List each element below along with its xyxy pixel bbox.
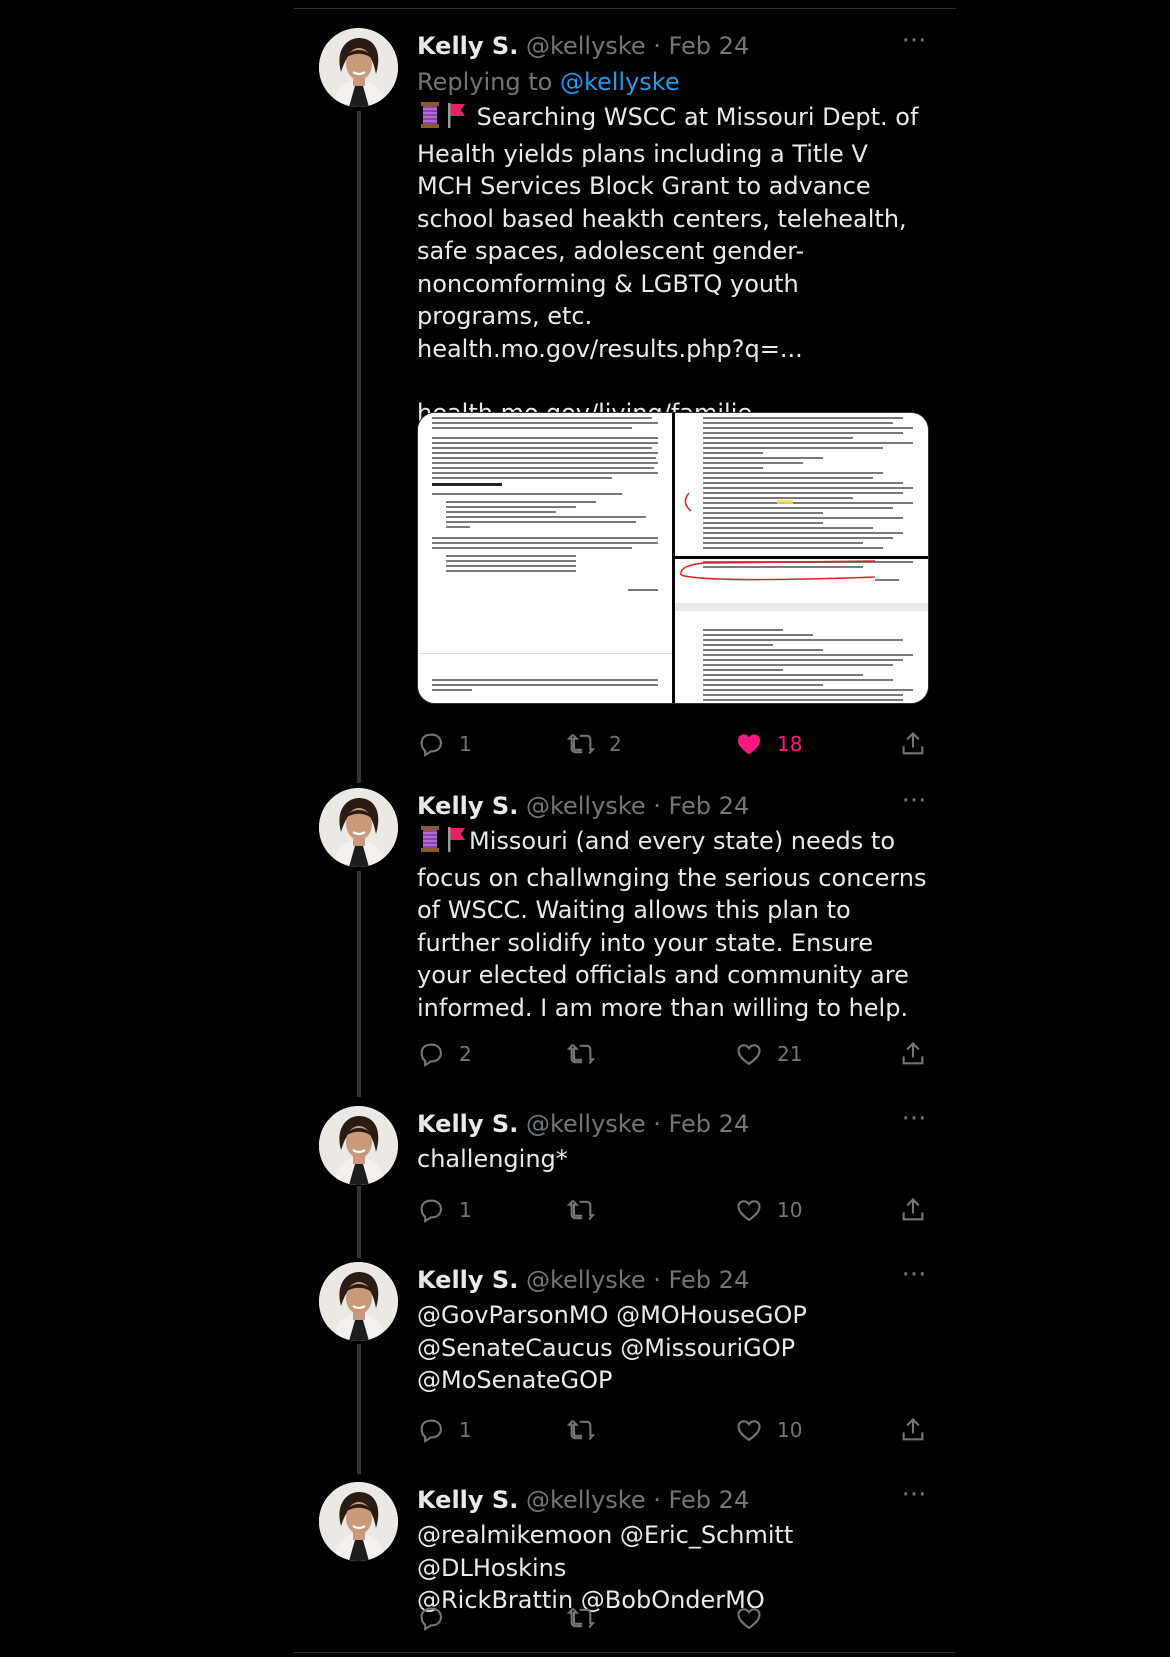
like-count: 10 [777,1198,803,1222]
reply-button[interactable] [417,1598,445,1638]
reply-count: 1 [459,1198,472,1222]
reply-count: 2 [459,1042,472,1066]
tweet-actions [417,1598,927,1638]
like-button[interactable] [735,1190,802,1230]
reply-icon [417,730,445,758]
reply-button[interactable] [417,724,472,764]
document-image[interactable] [675,559,928,703]
like-icon [735,730,763,758]
like-count: 21 [777,1042,803,1066]
share-icon [899,730,927,758]
retweet-icon [567,730,595,758]
avatar[interactable] [319,1262,398,1341]
author-handle[interactable]: @kellyske [525,792,646,820]
retweet-icon [567,1416,595,1444]
author-handle[interactable]: @kellyske [525,32,646,60]
more-button[interactable] [894,1104,934,1138]
retweet-button[interactable] [567,1410,595,1450]
document-image[interactable] [675,413,928,556]
tweet[interactable] [294,788,956,1088]
flag-emoji [443,101,469,138]
avatar[interactable] [319,788,398,867]
avatar[interactable] [319,1106,398,1185]
reply-icon [417,1416,445,1444]
mention-links[interactable]: @GovParsonMO @MOHouseGOP [417,1301,807,1329]
author-name[interactable]: Kelly S. [417,1486,519,1514]
tweet-body: challenging* [417,1145,568,1173]
separator: · [653,792,661,820]
reply-count: 1 [459,1418,472,1442]
tweet-text [417,825,935,1024]
author-handle[interactable]: @kellyske [525,1486,646,1514]
avatar[interactable] [319,1482,398,1561]
tweet-actions [417,1410,927,1450]
avatar[interactable] [319,28,398,107]
author-handle[interactable]: @kellyske [525,1110,646,1138]
author-name[interactable]: Kelly S. [417,32,519,60]
share-button[interactable] [899,1034,927,1074]
separator: · [653,1266,661,1294]
mention-links[interactable]: @MoSenateGOP [417,1366,613,1394]
more-icon: ··· [901,786,927,816]
like-icon [735,1416,763,1444]
tweet-body: Searching WSCC at Missouri Dept. of Health yields plans including a Title V MCH Services Block Grant to advance school based heakth centers, telehealth, safe spaces, adolescent gender-noncomforming & LGBTQ youth programs, etc. [417,103,927,330]
more-button[interactable] [894,1480,934,1514]
like-button[interactable] [735,724,802,764]
mention-links[interactable]: @RickBrattin @BobOnderMO [417,1586,765,1614]
reply-button[interactable] [417,1410,472,1450]
share-icon [899,1416,927,1444]
author-handle[interactable]: @kellyske [525,1266,646,1294]
bottom-divider [294,1652,956,1653]
like-button[interactable] [735,1598,763,1638]
author-name[interactable]: Kelly S. [417,1110,519,1138]
reply-icon [417,1604,445,1632]
tweet-date[interactable]: Feb 24 [668,32,750,60]
author-name[interactable]: Kelly S. [417,1266,519,1294]
tweet[interactable] [294,1262,956,1452]
retweet-button[interactable] [567,724,622,764]
more-icon: ··· [901,1480,927,1510]
like-button[interactable] [735,1410,802,1450]
share-button[interactable] [899,724,927,764]
tweet-date[interactable]: Feb 24 [668,1486,750,1514]
retweet-icon [567,1196,595,1224]
more-icon: ··· [901,1104,927,1134]
more-icon: ··· [901,26,927,56]
reply-icon [417,1196,445,1224]
reply-count: 1 [459,732,472,756]
separator: · [653,1486,661,1514]
tweet-actions [417,724,927,764]
tweet[interactable] [294,1106,956,1256]
thread-emoji [417,101,443,138]
tweet-body: Missouri (and every state) needs to focus on challwnging the serious concerns of WSCC. Waiting allows this plan to further solidify into your state. Ensure your elected officials and community are informed. I am more than willing to help. [417,827,935,1022]
like-button[interactable] [735,1034,802,1074]
document-image[interactable] [418,413,672,703]
more-button[interactable] [894,786,934,820]
top-divider [294,8,956,9]
like-count: 18 [777,732,803,756]
retweet-button[interactable] [567,1034,595,1074]
tweet-date[interactable]: Feb 24 [668,1110,750,1138]
like-count: 10 [777,1418,803,1442]
author-name[interactable]: Kelly S. [417,792,519,820]
retweet-icon [567,1604,595,1632]
share-button[interactable] [899,1410,927,1450]
mention-links[interactable]: @SenateCaucus @MissouriGOP [417,1333,796,1362]
more-button[interactable] [894,1260,934,1294]
more-icon: ··· [901,1260,927,1290]
tweet-actions [417,1190,927,1230]
share-icon [899,1196,927,1224]
reply-button[interactable] [417,1034,472,1074]
mention-links[interactable]: @realmikemoon @Eric_Schmitt @DLHoskins [417,1521,809,1582]
tweet-actions [417,1034,927,1074]
tweet-date[interactable]: Feb 24 [668,1266,750,1294]
retweet-button[interactable] [567,1598,595,1638]
share-icon [899,1040,927,1068]
thread-emoji [417,825,443,862]
replying-to-link[interactable]: @kellyske [559,68,680,96]
retweet-button[interactable] [567,1190,595,1230]
retweet-icon [567,1040,595,1068]
reply-button[interactable] [417,1190,472,1230]
like-icon [735,1040,763,1068]
reply-icon [417,1040,445,1068]
tweet[interactable] [294,1482,956,1642]
retweet-count: 2 [609,732,622,756]
more-button[interactable] [894,26,934,60]
like-icon [735,1604,763,1632]
separator: · [653,32,661,60]
tweet-date[interactable]: Feb 24 [668,792,750,820]
replying-prefix: Replying to [417,68,553,96]
external-link[interactable]: health.mo.gov/results.php?q=... [417,334,803,363]
flag-emoji [443,825,469,862]
tweet[interactable] [294,28,956,768]
media-grid[interactable] [417,412,929,704]
share-button[interactable] [899,1190,927,1230]
separator: · [653,1110,661,1138]
like-icon [735,1196,763,1224]
tweet-text [417,101,927,333]
